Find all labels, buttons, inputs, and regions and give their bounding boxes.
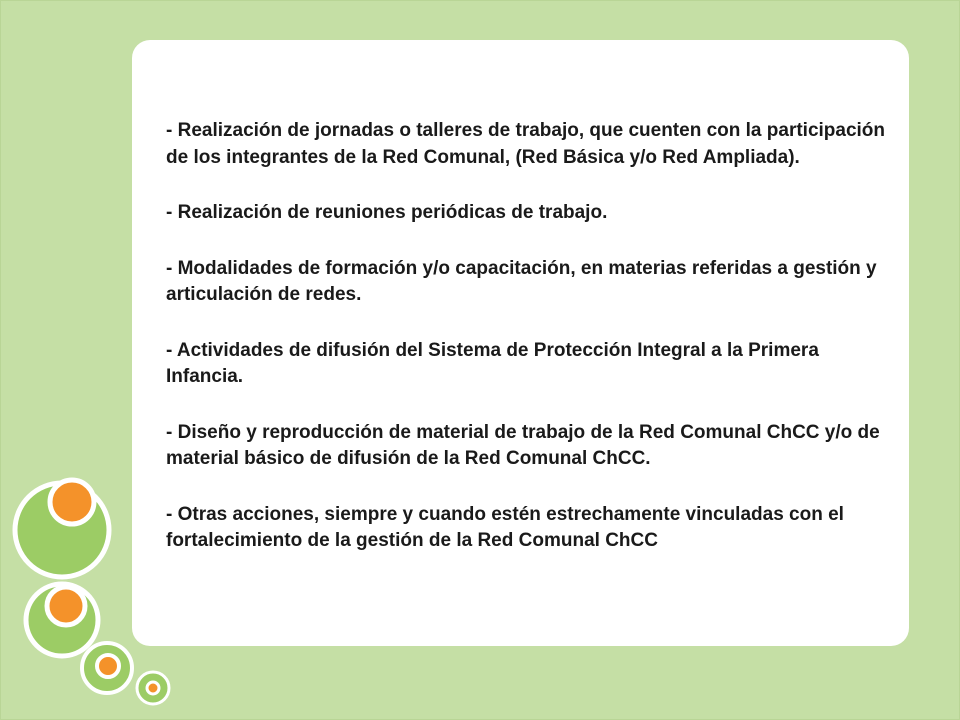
bullet-item-formacion: - Modalidades de formación y/o capacitación, en materias referidas a gestión y articulación de redes. [166, 257, 877, 305]
bullet-item-difusion: - Actividades de difusión del Sistema de Protección Integral a la Primera Infancia. [166, 339, 819, 387]
bullet-item-jornadas: - Realización de jornadas o talleres de trabajo, que cuenten con la participación de los integrantes de la Red Comunal, (Red Básica y/o Red Ampliada). [166, 120, 886, 168]
content-card [132, 40, 909, 646]
bullet-item-otras-acciones: - Otras acciones, siempre y cuando estén estrechamente vinculadas con el fortalecimiento de la gestión de la Red Comunal ChCC [166, 503, 844, 551]
bullet-item-material: - Diseño y reproducción de material de trabajo de la Red Comunal ChCC y/o de material básico de difusión de la Red Comunal ChCC. [166, 421, 880, 469]
bullet-list [166, 118, 886, 584]
bullet-item-reuniones: - Realización de reuniones periódicas de trabajo. [166, 202, 608, 223]
